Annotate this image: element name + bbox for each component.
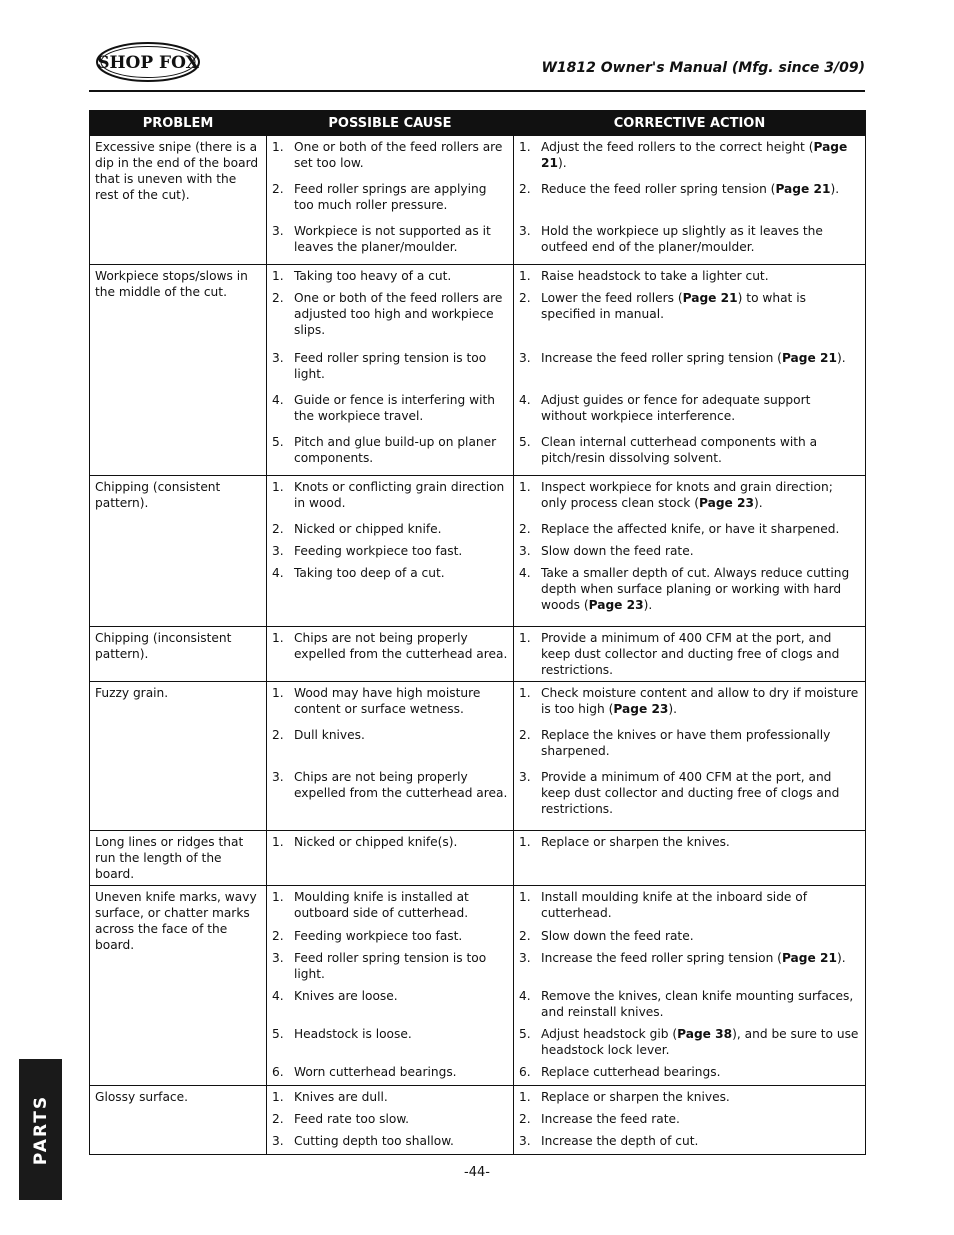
action-number: 3.	[519, 351, 531, 365]
cause-number: 2.	[272, 929, 284, 943]
cause-number: 1.	[272, 835, 284, 849]
page-number: -44-	[464, 1165, 490, 1180]
action-number: 4.	[519, 566, 531, 580]
action-item	[519, 685, 860, 727]
cause-item	[272, 685, 508, 727]
table-row	[90, 136, 866, 265]
action-text-wrap	[541, 350, 860, 392]
action-item	[519, 1064, 860, 1084]
action-item	[519, 392, 860, 434]
header-problem: PROBLEM	[90, 111, 267, 136]
cause-number: 3.	[272, 544, 284, 558]
table-row	[90, 265, 866, 476]
action-text-wrap	[541, 543, 860, 565]
action-number: 3.	[519, 1134, 531, 1148]
action-text: Lower the feed rollers (	[541, 291, 683, 305]
action-number: 3.	[519, 224, 531, 238]
cause-item	[272, 181, 508, 223]
cause-number: 1.	[272, 686, 284, 700]
action-item	[519, 543, 860, 565]
action-number: 1.	[519, 631, 531, 645]
action-text-wrap	[541, 139, 860, 181]
action-number: 2.	[519, 728, 531, 742]
action-number: 5.	[519, 435, 531, 449]
action-text-after: ).	[557, 156, 567, 170]
cause-item	[272, 928, 508, 950]
action-number: 3.	[519, 770, 531, 784]
action-text-wrap	[541, 392, 860, 434]
problem-cell: Workpiece stops/slows in the middle of the cut.	[90, 265, 267, 476]
action-text-wrap	[541, 950, 860, 988]
header-divider	[89, 90, 865, 92]
action-text: Adjust the feed rollers to the correct height (	[541, 140, 814, 154]
problem-cell: Chipping (inconsistent pattern).	[90, 627, 267, 682]
action-number: 5.	[519, 1027, 531, 1041]
action-text-wrap	[541, 181, 860, 223]
page-reference: Page 21	[541, 140, 848, 170]
action-text: Slow down the feed rate.	[541, 544, 694, 558]
action-text-after: ).	[754, 496, 763, 510]
cause-item	[272, 1111, 508, 1133]
cause-text: Feed roller springs are applying too much roller pressure.	[294, 182, 487, 212]
action-text: Replace or sharpen the knives.	[541, 1090, 730, 1104]
cause-item	[272, 223, 508, 263]
cause-number: 1.	[272, 480, 284, 494]
corrective-action-cell	[514, 682, 866, 831]
cause-item	[272, 1026, 508, 1064]
cause-text: Moulding knife is installed at outboard side of cutterhead.	[294, 890, 469, 920]
cause-item	[272, 769, 508, 829]
action-item	[519, 139, 860, 181]
cause-number: 4.	[272, 393, 284, 407]
action-item	[519, 521, 860, 543]
cause-item	[272, 889, 508, 928]
action-text-wrap	[541, 1026, 860, 1064]
header-possible-cause: POSSIBLE CAUSE	[267, 111, 514, 136]
action-text-wrap	[541, 1089, 860, 1111]
shop-fox-logo	[96, 42, 200, 82]
cause-text: Worn cutterhead bearings.	[294, 1065, 457, 1079]
cause-number: 3.	[272, 1134, 284, 1148]
action-text: Hold the workpiece up slightly as it leaves the outfeed end of the planer/moulder.	[541, 224, 823, 254]
action-number: 1.	[519, 890, 531, 904]
action-text-after: ).	[830, 182, 840, 196]
possible-cause-cell	[267, 476, 514, 627]
action-item	[519, 434, 860, 474]
action-text: Provide a minimum of 400 CFM at the port, and keep dust collector and ducting free of clogs and restrictions.	[541, 631, 840, 677]
action-text: Clean internal cutterhead components with a pitch/resin dissolving solvent.	[541, 435, 818, 465]
corrective-action-cell	[514, 886, 866, 1086]
action-text-after: ) to what is specified in manual.	[541, 291, 806, 321]
cause-number: 3.	[272, 951, 284, 965]
table-row	[90, 627, 866, 682]
action-item	[519, 565, 860, 625]
cause-number: 3.	[272, 770, 284, 784]
corrective-action-cell	[514, 627, 866, 682]
problem-cell: Uneven knife marks, wavy surface, or chatter marks across the face of the board.	[90, 886, 267, 1086]
page-reference: Page 21	[781, 951, 837, 965]
possible-cause-cell	[267, 627, 514, 682]
cause-number: 1.	[272, 890, 284, 904]
cause-text: Wood may have high moisture content or surface wetness.	[294, 686, 481, 716]
cause-text: Chips are not being properly expelled from the cutterhead area.	[294, 770, 508, 800]
page-reference: Page 21	[781, 351, 837, 365]
cause-text: Headstock is loose.	[294, 1027, 412, 1041]
action-text-after: ).	[643, 598, 653, 612]
possible-cause-cell	[267, 682, 514, 831]
cause-item	[272, 834, 508, 884]
problem-cell: Excessive snipe (there is a dip in the end of the board that is uneven with the rest of the cut).	[90, 136, 267, 265]
possible-cause-cell	[267, 265, 514, 476]
action-text-wrap	[541, 988, 860, 1026]
cause-item	[272, 350, 508, 392]
possible-cause-cell	[267, 1086, 514, 1155]
action-number: 1.	[519, 269, 531, 283]
action-item	[519, 1026, 860, 1064]
action-item	[519, 988, 860, 1026]
cause-item	[272, 268, 508, 290]
cause-text: Feed roller spring tension is too light.	[294, 351, 487, 381]
action-number: 1.	[519, 686, 531, 700]
cause-text: Taking too heavy of a cut.	[294, 269, 452, 283]
action-text-after: ).	[836, 951, 846, 965]
action-text-wrap	[541, 268, 860, 290]
cause-item	[272, 479, 508, 521]
action-item	[519, 834, 860, 884]
cause-item	[272, 434, 508, 474]
action-text: Reduce the feed roller spring tension (	[541, 182, 776, 196]
cause-text: Feed roller spring tension is too light.	[294, 951, 487, 981]
cause-text: Feeding workpiece too fast.	[294, 929, 463, 943]
cause-number: 2.	[272, 291, 284, 305]
action-item	[519, 727, 860, 769]
cause-number: 4.	[272, 989, 284, 1003]
action-text: Slow down the feed rate.	[541, 929, 694, 943]
action-text: Increase the feed roller spring tension (	[541, 951, 782, 965]
action-text: Adjust headstock gib (	[541, 1027, 678, 1041]
action-text-wrap	[541, 1064, 860, 1084]
problem-cell: Fuzzy grain.	[90, 682, 267, 831]
cause-text: Chips are not being properly expelled from the cutterhead area.	[294, 631, 508, 661]
cause-item	[272, 950, 508, 988]
problem-cell: Long lines or ridges that run the length of the board.	[90, 831, 267, 886]
corrective-action-cell	[514, 831, 866, 886]
cause-number: 5.	[272, 1027, 284, 1041]
possible-cause-cell	[267, 136, 514, 265]
page-reference: Page 38	[677, 1027, 733, 1041]
document-title: W1812 Owner's Manual (Mfg. since 3/09)	[541, 60, 865, 76]
cause-text: Feeding workpiece too fast.	[294, 544, 463, 558]
action-number: 2.	[519, 182, 531, 196]
action-text: Remove the knives, clean knife mounting surfaces, and reinstall knives.	[541, 989, 854, 1019]
action-text-wrap	[541, 479, 860, 521]
action-item	[519, 928, 860, 950]
action-text-wrap	[541, 928, 860, 950]
action-number: 1.	[519, 140, 531, 154]
cause-text: Taking too deep of a cut.	[294, 566, 445, 580]
cause-text: Dull knives.	[294, 728, 365, 742]
cause-text: Nicked or chipped knife(s).	[294, 835, 458, 849]
cause-number: 2.	[272, 728, 284, 742]
cause-item	[272, 543, 508, 565]
cause-item	[272, 521, 508, 543]
cause-item	[272, 1064, 508, 1084]
cause-item	[272, 988, 508, 1026]
action-number: 2.	[519, 929, 531, 943]
cause-text: Knives are loose.	[294, 989, 398, 1003]
action-text-wrap	[541, 565, 860, 625]
cause-item	[272, 139, 508, 181]
logo-text: SHOP FOX	[97, 53, 199, 73]
cause-item	[272, 290, 508, 350]
table-row	[90, 1086, 866, 1155]
action-text-wrap	[541, 223, 860, 263]
corrective-action-cell	[514, 476, 866, 627]
action-text: Check moisture content and allow to dry if moisture is too high (	[541, 686, 859, 716]
cause-item	[272, 565, 508, 605]
cause-number: 4.	[272, 566, 284, 580]
possible-cause-cell	[267, 831, 514, 886]
action-text: Replace the knives or have them professionally sharpened.	[541, 728, 831, 758]
action-item	[519, 630, 860, 680]
cause-number: 1.	[272, 269, 284, 283]
problem-cell: Glossy surface.	[90, 1086, 267, 1155]
table-row	[90, 886, 866, 1086]
action-text-wrap	[541, 290, 860, 350]
action-text-after: ), and be sure to use headstock lock lever.	[541, 1027, 859, 1057]
header-corrective-action: CORRECTIVE ACTION	[514, 111, 866, 136]
action-number: 1.	[519, 1090, 531, 1104]
action-text: Increase the feed rate.	[541, 1112, 680, 1126]
page-reference: Page 23	[699, 496, 755, 510]
action-item	[519, 889, 860, 928]
table-row	[90, 831, 866, 886]
action-text-after: ).	[668, 702, 678, 716]
action-item	[519, 1089, 860, 1111]
cause-text: Workpiece is not supported as it leaves the planer/moulder.	[294, 224, 491, 254]
cause-text: Guide or fence is interfering with the workpiece travel.	[294, 393, 495, 423]
action-text: Increase the feed roller spring tension (	[541, 351, 782, 365]
action-text-wrap	[541, 727, 860, 769]
cause-item	[272, 1133, 508, 1153]
cause-text: Cutting depth too shallow.	[294, 1134, 454, 1148]
action-text: Replace or sharpen the knives.	[541, 835, 730, 849]
action-number: 4.	[519, 393, 531, 407]
table-row	[90, 682, 866, 831]
page-reference: Page 23	[588, 598, 644, 612]
action-item	[519, 268, 860, 290]
action-item	[519, 223, 860, 263]
cause-item	[272, 1089, 508, 1111]
corrective-action-cell	[514, 265, 866, 476]
cause-number: 3.	[272, 351, 284, 365]
action-text-wrap	[541, 889, 860, 928]
cause-text: Knives are dull.	[294, 1090, 388, 1104]
cause-number: 1.	[272, 631, 284, 645]
problem-cell: Chipping (consistent pattern).	[90, 476, 267, 627]
cause-item	[272, 727, 508, 769]
action-number: 2.	[519, 291, 531, 305]
cause-number: 2.	[272, 182, 284, 196]
action-text: Increase the depth of cut.	[541, 1134, 699, 1148]
cause-number: 6.	[272, 1065, 284, 1079]
action-number: 2.	[519, 522, 531, 536]
cause-number: 2.	[272, 1112, 284, 1126]
action-text: Adjust guides or fence for adequate support without workpiece interference.	[541, 393, 811, 423]
action-text: Install moulding knife at the inboard side of cutterhead.	[541, 890, 808, 920]
cause-text: Knots or conflicting grain direction in wood.	[294, 480, 505, 510]
table-row	[90, 476, 866, 627]
possible-cause-cell	[267, 886, 514, 1086]
cause-number: 2.	[272, 522, 284, 536]
cause-text: One or both of the feed rollers are adjusted too high and workpiece slips.	[294, 291, 503, 337]
cause-number: 5.	[272, 435, 284, 449]
action-number: 4.	[519, 989, 531, 1003]
action-number: 3.	[519, 544, 531, 558]
action-number: 1.	[519, 835, 531, 849]
action-text-wrap	[541, 630, 860, 680]
corrective-action-cell	[514, 1086, 866, 1155]
cause-number: 1.	[272, 1090, 284, 1104]
cause-text: Feed rate too slow.	[294, 1112, 410, 1126]
action-text: Inspect workpiece for knots and grain direction; only process clean stock (	[541, 480, 833, 510]
side-tab-label: PARTS	[30, 1094, 51, 1165]
cause-number: 1.	[272, 140, 284, 154]
action-text-wrap	[541, 834, 860, 884]
action-text: Provide a minimum of 400 CFM at the port, and keep dust collector and ducting free of clogs and restrictions.	[541, 770, 840, 816]
cause-item	[272, 630, 508, 680]
page-reference: Page 23	[613, 702, 669, 716]
action-text-wrap	[541, 769, 860, 829]
action-number: 1.	[519, 480, 531, 494]
action-text-wrap	[541, 434, 860, 474]
cause-text: Pitch and glue build-up on planer components.	[294, 435, 497, 465]
action-item	[519, 1111, 860, 1133]
action-text: Replace cutterhead bearings.	[541, 1065, 721, 1079]
action-item	[519, 479, 860, 521]
action-number: 6.	[519, 1065, 531, 1079]
action-number: 2.	[519, 1112, 531, 1126]
cause-item	[272, 392, 508, 434]
cause-text: One or both of the feed rollers are set too low.	[294, 140, 503, 170]
action-text-wrap	[541, 685, 860, 727]
action-text-wrap	[541, 1111, 860, 1133]
action-text-wrap	[541, 521, 860, 543]
action-text: Take a smaller depth of cut. Always reduce cutting depth when surface planing or working with hard woods (	[541, 566, 850, 612]
action-item	[519, 181, 860, 223]
cause-text: Nicked or chipped knife.	[294, 522, 442, 536]
action-item	[519, 769, 860, 829]
action-text: Raise headstock to take a lighter cut.	[541, 269, 769, 283]
corrective-action-cell	[514, 136, 866, 265]
action-item	[519, 350, 860, 392]
action-item	[519, 950, 860, 988]
page-reference: Page 21	[775, 182, 831, 196]
action-text-after: ).	[836, 351, 846, 365]
troubleshooting-table	[89, 110, 866, 1155]
action-number: 3.	[519, 951, 531, 965]
table-header-row	[90, 111, 866, 136]
action-item	[519, 1133, 860, 1153]
action-text: Replace the affected knife, or have it sharpened.	[541, 522, 840, 536]
action-item	[519, 290, 860, 350]
action-text-wrap	[541, 1133, 860, 1153]
page-reference: Page 21	[682, 291, 738, 305]
cause-number: 3.	[272, 224, 284, 238]
